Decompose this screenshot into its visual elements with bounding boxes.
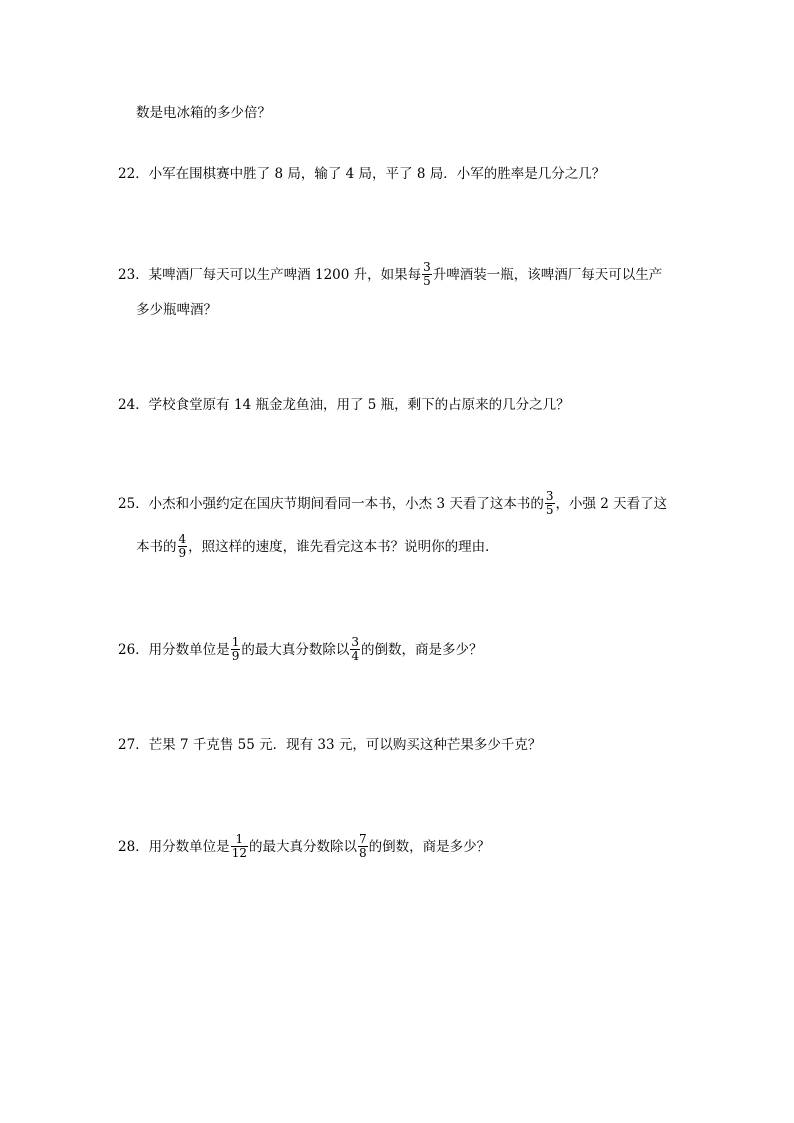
fraction-numerator: 1 bbox=[231, 833, 248, 847]
question-21-continuation bbox=[136, 103, 271, 123]
fraction-numerator: 4 bbox=[178, 532, 187, 546]
question-24 bbox=[118, 395, 570, 415]
fraction-denominator: 5 bbox=[423, 274, 431, 288]
question-25-text-b: ，小强 2 天看了这 bbox=[555, 496, 668, 512]
fraction-7-8 bbox=[358, 833, 368, 860]
question-25-text-c: 本书的 bbox=[136, 539, 177, 555]
question-26-number: 26 bbox=[118, 642, 136, 658]
question-28-text-a: ．用分数单位是 bbox=[135, 839, 230, 855]
question-21-text: 数是电冰箱的多少倍？ bbox=[136, 105, 271, 121]
fraction-denominator: 12 bbox=[231, 846, 247, 860]
question-23-text-cont: 多少瓶啤酒？ bbox=[136, 302, 217, 318]
question-25 bbox=[118, 489, 668, 517]
question-26-text-c: 的倒数，商是多少？ bbox=[360, 642, 483, 658]
question-25-text-d: ，照这样的速度，谁先看完这本书？说明你的理由． bbox=[188, 539, 499, 555]
question-25-number: 25 bbox=[118, 496, 136, 512]
question-23-text-a: ．某啤酒厂每天可以生产啤酒 1200 升，如果每 bbox=[135, 267, 422, 283]
question-24-number: 24 bbox=[118, 397, 136, 413]
fraction-denominator: 9 bbox=[178, 546, 187, 560]
question-26 bbox=[118, 635, 483, 663]
question-27-text: ．芒果 7 千克售 55 元．现有 33 元，可以购买这种芒果多少千克？ bbox=[135, 737, 542, 753]
fraction-numerator: 3 bbox=[545, 489, 554, 503]
fraction-denominator: 9 bbox=[231, 649, 240, 663]
question-22-number: 22 bbox=[118, 166, 136, 182]
question-25-continuation bbox=[136, 532, 499, 560]
question-23 bbox=[118, 260, 663, 288]
fraction-1-9 bbox=[231, 636, 241, 663]
question-28 bbox=[118, 832, 491, 860]
fraction-denominator: 5 bbox=[545, 503, 554, 517]
question-23-text-b: 升啤酒装一瓶，该啤酒厂每天可以生产 bbox=[432, 267, 663, 283]
question-23-continuation bbox=[136, 300, 217, 320]
question-26-text-b: 的最大真分数除以 bbox=[241, 642, 350, 658]
question-22-text: ．小军在围棋赛中胜了 8 局，输了 4 局，平了 8 局．小军的胜率是几分之几？ bbox=[135, 166, 606, 182]
question-25-text-a: ．小杰和小强约定在国庆节期间看同一本书，小杰 3 天看了这本书的 bbox=[135, 496, 544, 512]
fraction-denominator: 4 bbox=[351, 649, 359, 663]
fraction-numerator: 7 bbox=[358, 832, 367, 846]
fraction-numerator: 3 bbox=[423, 260, 431, 274]
fraction-4-9 bbox=[178, 533, 188, 560]
fraction-numerator: 1 bbox=[231, 635, 240, 649]
fraction-numerator: 3 bbox=[351, 635, 359, 649]
question-27 bbox=[118, 735, 541, 755]
question-24-text: ．学校食堂原有 14 瓶金龙鱼油，用了 5 瓶，剩下的占原来的几分之几？ bbox=[135, 397, 570, 413]
fraction-3-5 bbox=[545, 490, 555, 517]
question-28-text-b: 的最大真分数除以 bbox=[248, 839, 357, 855]
question-23-number: 23 bbox=[118, 267, 136, 283]
question-28-text-c: 的倒数，商是多少？ bbox=[368, 839, 491, 855]
fraction-denominator: 8 bbox=[358, 846, 367, 860]
fraction-3-5 bbox=[422, 261, 432, 288]
question-26-text-a: ．用分数单位是 bbox=[135, 642, 230, 658]
fraction-1-12 bbox=[231, 833, 248, 860]
question-28-number: 28 bbox=[118, 839, 136, 855]
fraction-3-4 bbox=[350, 636, 360, 663]
question-27-number: 27 bbox=[118, 737, 136, 753]
question-22 bbox=[118, 164, 605, 184]
